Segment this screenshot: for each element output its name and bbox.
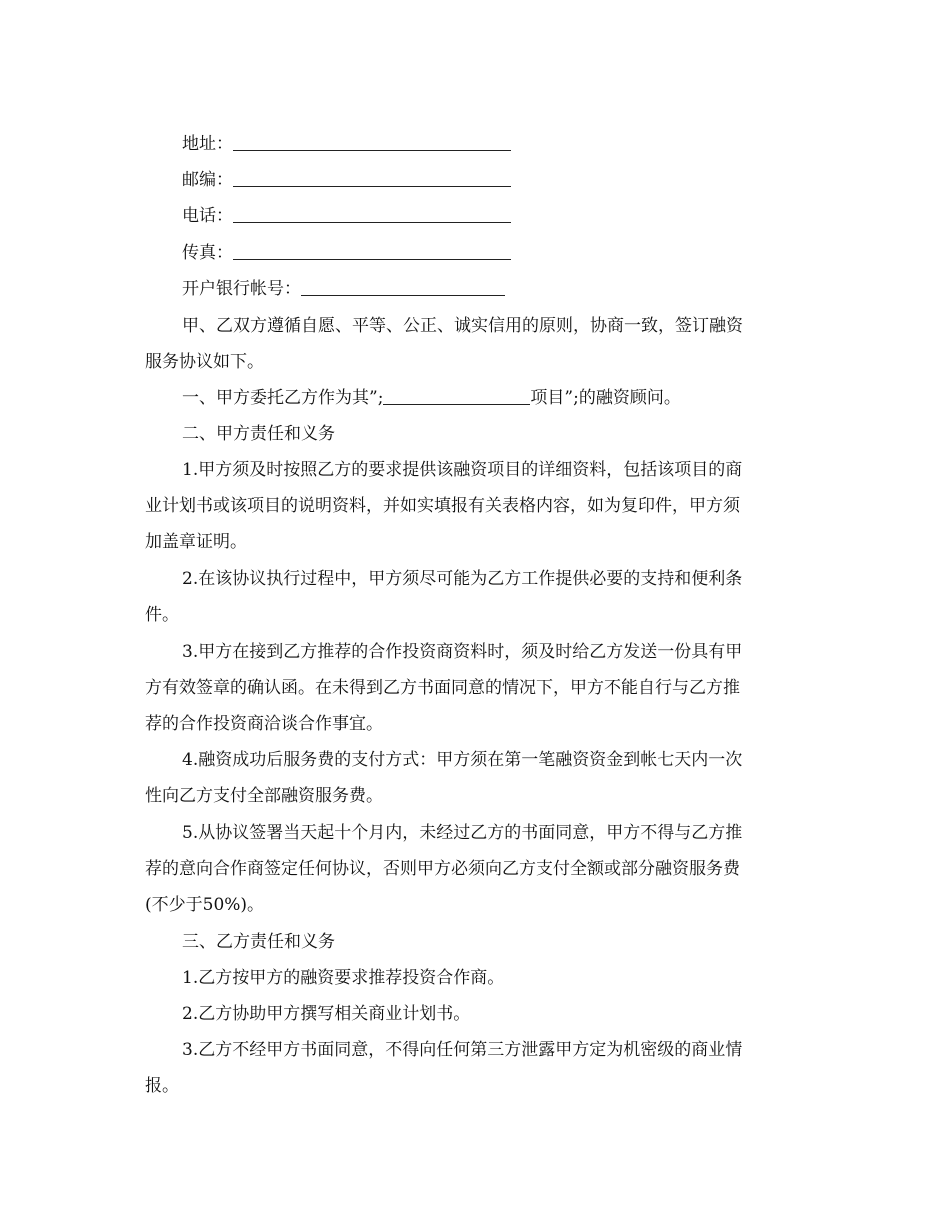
clause-text: 项目”;的融资顾问。 — [530, 388, 681, 408]
text-line: 4.融资成功后服务费的支付方式：甲方须在第一笔融资资金到帐七天内一次 — [182, 750, 743, 770]
text-line: 2.在该协议执行过程中，甲方须尽可能为乙方工作提供必要的支持和便利条 — [182, 569, 743, 589]
text-line: 方有效签章的确认函。在未得到乙方书面同意的情况下，甲方不能自行与乙方推 — [145, 678, 740, 698]
field-label: 邮编： — [182, 170, 233, 190]
text-line: 5.从协议签署当天起十个月内，未经过乙方的书面同意，甲方不得与乙方推 — [182, 823, 743, 843]
text-line: 荐的合作投资商洽谈合作事宜。 — [145, 714, 383, 734]
section-3-heading: 三、乙方责任和义务 — [182, 932, 335, 952]
blank-line — [233, 204, 511, 223]
blank-line — [301, 277, 505, 296]
s3-item-1: 1.乙方按甲方的融资要求推荐投资合作商。 — [182, 968, 505, 988]
text-line: 3.甲方在接到乙方推荐的合作投资商资料时，须及时给乙方发送一份具有甲 — [182, 642, 743, 662]
text-line: (不少于50%)。 — [145, 895, 265, 915]
field-address — [182, 132, 511, 156]
text-line: 服务协议如下。 — [145, 352, 264, 372]
blank-line — [233, 241, 511, 260]
field-label: 开户银行帐号： — [182, 279, 301, 299]
clause-1 — [182, 386, 681, 410]
blank-line — [233, 168, 511, 187]
field-postcode — [182, 168, 511, 192]
text-line: 件。 — [145, 605, 179, 625]
text-line: 1.甲方须及时按照乙方的要求提供该融资项目的详细资料，包括该项目的商 — [182, 460, 743, 480]
field-label: 传真： — [182, 243, 233, 263]
text-line: 甲、乙双方遵循自愿、平等、公正、诚实信用的原则，协商一致，签订融资 — [182, 316, 743, 336]
field-label: 电话： — [182, 206, 233, 226]
text-line: 荐的意向合作商签定任何协议，否则甲方必须向乙方支付全额或部分融资服务费 — [145, 859, 740, 879]
clause-text: 一、甲方委托乙方作为其”; — [182, 388, 384, 408]
section-2-heading: 二、甲方责任和义务 — [182, 424, 335, 444]
text-line: 3.乙方不经甲方书面同意，不得向任何第三方泄露甲方定为机密级的商业情 — [182, 1040, 743, 1060]
s3-item-2: 2.乙方协助甲方撰写相关商业计划书。 — [182, 1004, 471, 1024]
text-line: 性向乙方支付全部融资服务费。 — [145, 786, 383, 806]
project-blank — [383, 386, 530, 405]
s2-item-3 — [145, 634, 800, 742]
s3-item-3 — [145, 1032, 800, 1104]
s2-item-2 — [145, 561, 800, 633]
intro-paragraph — [145, 308, 800, 380]
s2-item-4 — [145, 742, 800, 814]
text-line: 加盖章证明。 — [145, 532, 247, 552]
blank-line — [233, 132, 511, 151]
field-fax — [182, 241, 511, 265]
s2-item-1 — [145, 452, 800, 560]
field-bank-account — [182, 277, 505, 301]
s2-item-5 — [145, 815, 800, 923]
text-line: 业计划书或该项目的说明资料，并如实填报有关表格内容，如为复印件，甲方须 — [145, 496, 740, 516]
field-phone — [182, 204, 511, 228]
field-label: 地址： — [182, 134, 233, 154]
text-line: 报。 — [145, 1076, 179, 1096]
